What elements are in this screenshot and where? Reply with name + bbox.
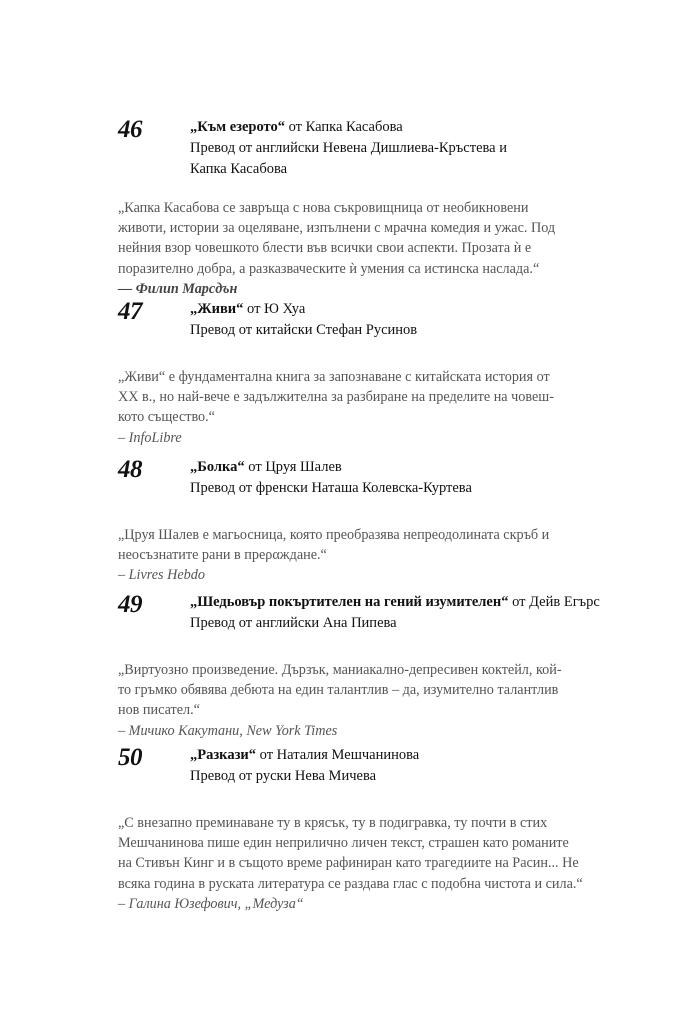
- book-entry-48: [118, 457, 618, 586]
- quote-line: кото същество.“: [118, 409, 215, 426]
- book-title: „Към езерото“: [190, 119, 285, 135]
- entry-number: 46: [118, 116, 142, 143]
- quote-line: „Капка Касабова се завръща с нова съкровищница от необикновени: [118, 200, 529, 216]
- quote-line: XX в., но най-вече е задължителна за разбиране на пределите на човеш-: [118, 389, 554, 406]
- book-title: „Болка“: [190, 459, 245, 475]
- review-quote: [118, 198, 618, 299]
- quote-line: на Стивън Кинг и в същото време рафиниран като трагедиите на Расин... Не: [118, 855, 579, 872]
- translation-line: Капка Касабова: [190, 161, 288, 177]
- quote-line: „Виртуозно произведение. Дързък, маниакално-депресивен коктейл, кой-: [118, 662, 562, 678]
- quote-line: „Цруя Шалев е магьосница, която преобразява непреодолината скръб и: [118, 527, 550, 543]
- book-title: „Разкази“: [190, 747, 257, 763]
- quote-line: всяка година в руската литература се раздава глас с подобна чистота и сила.“: [118, 875, 583, 892]
- entry-number: 47: [118, 298, 142, 325]
- quote-source: – Livres Hebdo: [118, 567, 205, 584]
- book-title: „Живи“: [190, 301, 244, 317]
- quote-line: „С внезапно преминаване ту в крясък, ту в подигравка, ту почти в стих: [118, 815, 548, 831]
- entry-heading: [190, 592, 618, 634]
- book-entry-49: [118, 592, 618, 741]
- translation-line: Превод от китайски Стефан Русинов: [190, 322, 418, 338]
- entry-number: 50: [118, 744, 142, 771]
- review-quote: [118, 660, 618, 741]
- entry-heading: [190, 457, 618, 499]
- entry-heading: [190, 745, 618, 787]
- book-entry-47: [118, 299, 618, 448]
- translation-line: Превод от руски Нева Мичева: [190, 768, 377, 784]
- book-author: от Капка Касабова: [284, 119, 403, 135]
- quote-line: нейния взор човешкото блести във всички свои аспекти. Прозата ѝ е: [118, 240, 532, 257]
- entry-heading: [190, 299, 618, 341]
- entry-heading: [190, 117, 618, 180]
- book-entry-46: [118, 117, 618, 299]
- review-quote: [118, 813, 618, 914]
- quote-source: – InfoLibre: [118, 429, 182, 446]
- translation-line: Превод от английски Ана Пипева: [190, 615, 397, 631]
- book-author: от Дейв Егърс: [508, 594, 600, 610]
- quote-source: – Мичико Какутани, New York Times: [118, 722, 338, 739]
- quote-source: – Галина Юзефович, „Медуза“: [118, 895, 304, 912]
- quote-line: животи, истории за оцеляване, изпълнени с мрачна комедия и ужас. Под: [118, 220, 556, 237]
- review-quote: [118, 525, 618, 586]
- book-title: „Шедьовър покъртителен на гений изумителен“: [190, 594, 509, 610]
- quote-line: нов писател.“: [118, 702, 200, 719]
- quote-line: Мешчанинова пише един неприлично личен текст, страшен като романите: [118, 835, 569, 852]
- entry-number: 49: [118, 591, 142, 618]
- entry-number: 48: [118, 456, 142, 483]
- quote-source: — Филип Марсдън: [118, 280, 238, 297]
- book-author: от Наталия Мешчанинова: [256, 747, 420, 763]
- book-entry-50: [118, 745, 618, 914]
- quote-line: то гръмко обявява дебюта на един талантлив – да, изумително талантлив: [118, 682, 559, 699]
- translation-line: Превод от френски Наташа Колевска-Куртева: [190, 480, 472, 496]
- translation-line: Превод от английски Невена Дишлиева-Кръстева и: [190, 140, 507, 156]
- book-author: от Цруя Шалев: [244, 459, 342, 475]
- quote-line: поразително добра, а разказваческите ѝ умения са истинска наслада.“: [118, 260, 540, 277]
- quote-line: неосъзнатите рани в преραждане.“: [118, 547, 327, 564]
- book-author: от Ю Хуа: [243, 301, 306, 317]
- quote-line: „Живи“ е фундаментална книга за запознаване с китайската история от: [118, 369, 550, 385]
- review-quote: [118, 367, 618, 448]
